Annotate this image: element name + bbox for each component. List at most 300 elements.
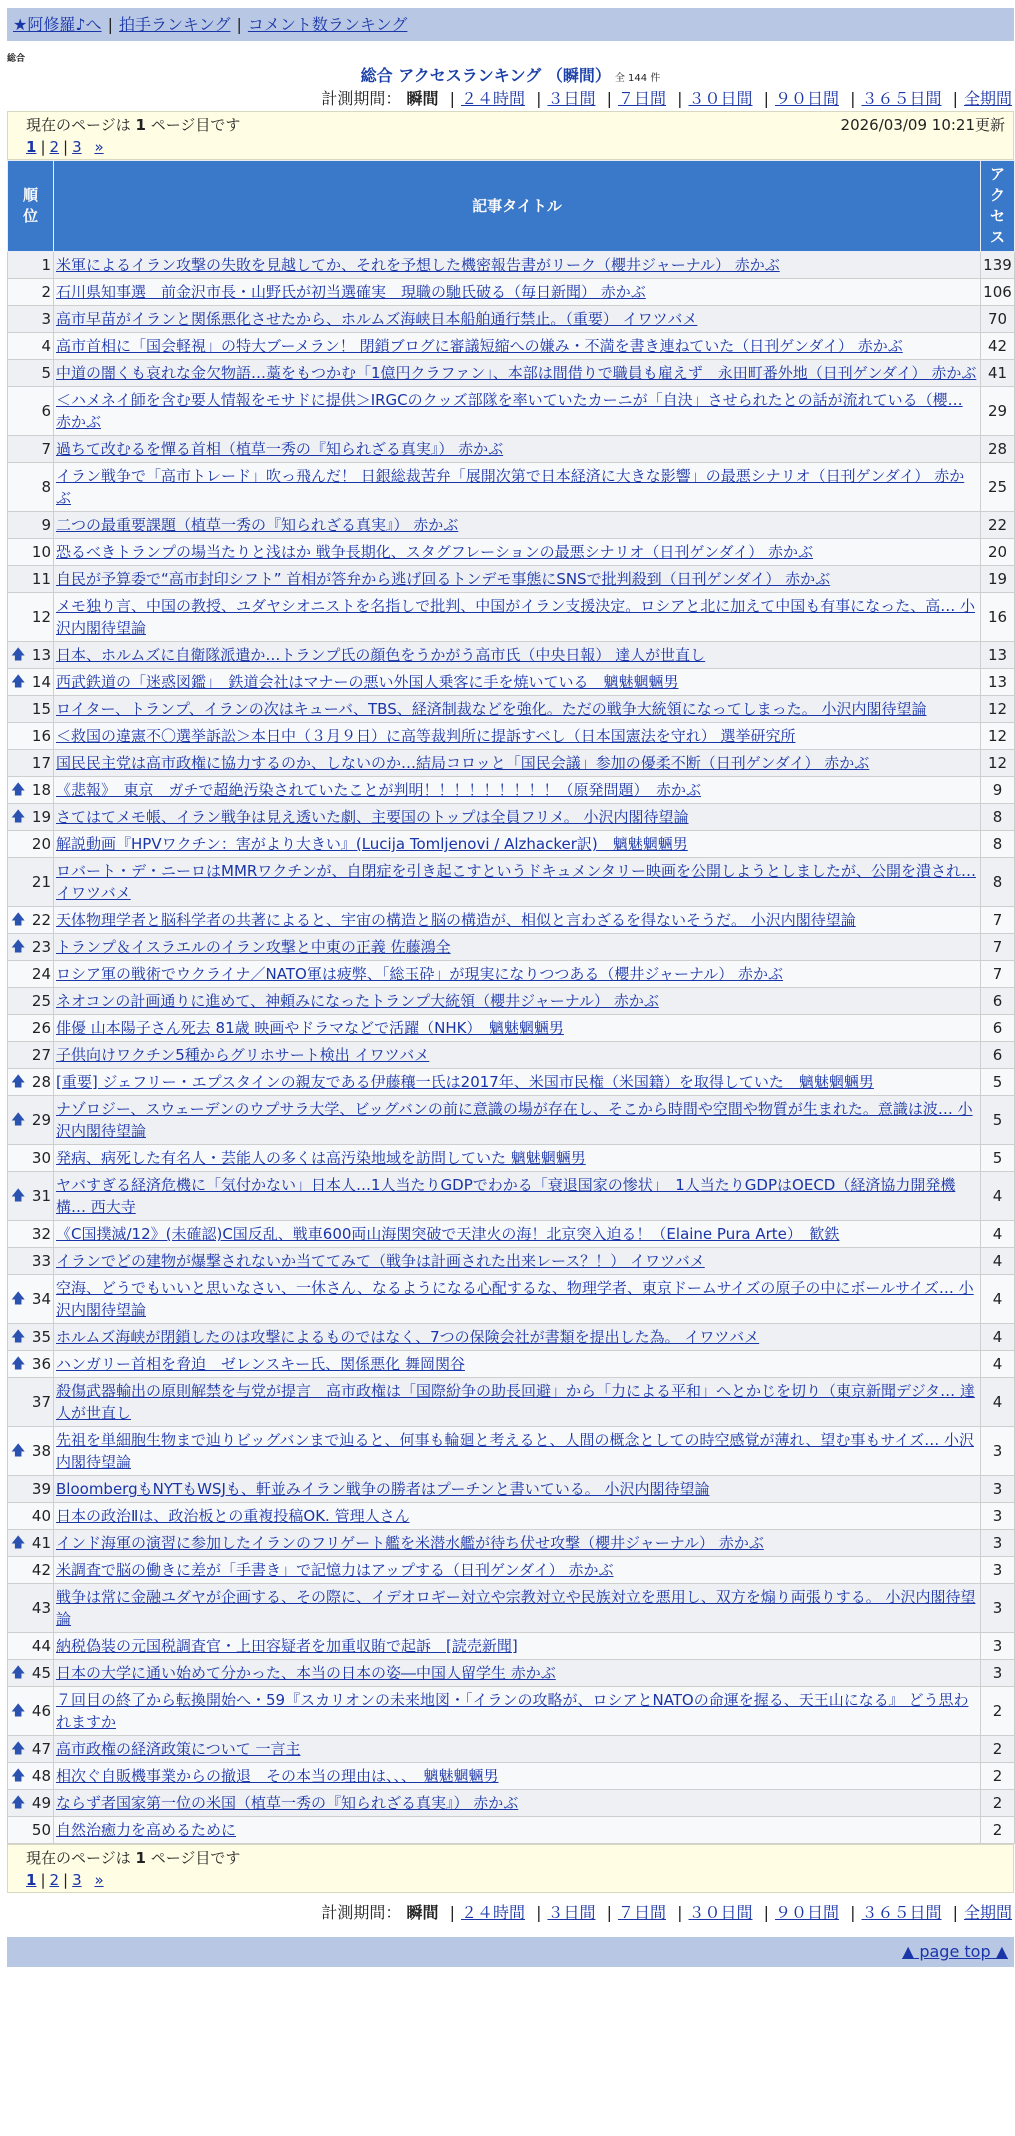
table-row [8, 1817, 1015, 1844]
table-row [8, 252, 1015, 279]
page-link-3[interactable]: 3 [72, 1871, 82, 1889]
article-title-link[interactable]: ロバート・デ・ニーロはMMRワクチンが、自閉症を引き起こすというドキュメンタリー映画を公開しようとしましたが、公開を潰され… イワツバメ [56, 862, 976, 902]
access-count: 22 [981, 512, 1015, 539]
title-cell [54, 1248, 981, 1275]
title-cell [54, 858, 981, 907]
article-title-link[interactable]: 戦争は常に金融ユダヤが企画する、その際に、イデオロギー対立や宗教対立や民族対立を悪用し、双方を煽り両張りする。 小沢内閣待望論 [56, 1588, 976, 1628]
rank-cell [8, 1736, 54, 1763]
title-cell [54, 1427, 981, 1476]
period-3d[interactable]: ３日間 [547, 1903, 596, 1922]
rank-number: 45 [31, 1664, 51, 1682]
article-title-link[interactable]: [重要] ジェフリー・エプスタインの親友である伊藤穰一氏は2017年、米国市民権（米国籍）を取得していた 魑魅魍魎男 [56, 1073, 874, 1091]
article-title-link[interactable]: ナゾロジー、スウェーデンのウプサラ大学、ビッグバンの前に意識の場が存在し、そこから時間や空間や物質が生まれた。意識は波… 小沢内閣待望論 [56, 1100, 973, 1140]
rank-number: 23 [31, 938, 51, 956]
table-row [8, 1172, 1015, 1221]
pager-top: 現在のページは 1 ページ目です 2026/03/09 10:21更新 1 | 2 | 3 » [7, 111, 1014, 160]
article-title-link[interactable]: 恐るべきトランプの場当たりと浅はか 戦争長期化、スタグフレーションの最悪シナリオ（日刊ゲンダイ） 赤かぶ [56, 543, 813, 561]
nav-separator: | [107, 15, 113, 34]
total-count: 全 144 件 [614, 73, 661, 84]
access-count: 13 [981, 642, 1015, 669]
access-count: 4 [981, 1275, 1015, 1324]
table-row [8, 961, 1015, 988]
access-count: 5 [981, 1096, 1015, 1145]
title-cell [54, 804, 981, 831]
access-count: 3 [981, 1427, 1015, 1476]
comment-ranking-link[interactable]: コメント数ランキング [247, 15, 408, 34]
title-cell [54, 1503, 981, 1530]
rank-number: 31 [31, 1187, 51, 1205]
article-title-link[interactable]: 米調査で脳の働きに差が「手書き」で記憶力はアップする（日刊ゲンダイ） 赤かぶ [56, 1561, 614, 1579]
article-title-link[interactable]: ヤバすぎる経済危機に「気付かない」日本人…1人当たりGDPでわかる「衰退国家の惨状」 1人当たりGDPはOECD（経済協力開発機構… 西大寺 [56, 1176, 956, 1216]
article-title-link[interactable]: メモ独り言、中国の教授、ユダヤシオニストを名指しで批判、中国がイラン支援決定。ロシアと北に加えて中国も有事になった、高… 小沢内閣待望論 [56, 597, 976, 637]
rank-number: 50 [31, 1821, 51, 1839]
table-row [8, 1660, 1015, 1687]
period-30d[interactable]: ３０日間 [688, 1903, 753, 1922]
rank-up-arrow-icon: 🡅 [11, 1074, 26, 1090]
rank-up-arrow-icon: 🡅 [11, 809, 26, 825]
title-cell [54, 1351, 981, 1378]
period-all[interactable]: 全期間 [963, 1903, 1012, 1922]
access-count: 8 [981, 804, 1015, 831]
rank-number: 5 [41, 364, 51, 382]
rank-cell [8, 436, 54, 463]
applause-ranking-link[interactable]: 拍手ランキング [118, 15, 231, 34]
article-title-link[interactable]: 俳優 山本陽子さん死去 81歳 映画やドラマなどで活躍（NHK） 魑魅魍魎男 [56, 1019, 564, 1037]
access-count: 3 [981, 1584, 1015, 1633]
top-nav [7, 8, 1014, 41]
rank-cell [8, 1378, 54, 1427]
table-row [8, 1557, 1015, 1584]
title-cell [54, 750, 981, 777]
footer-bar [7, 1937, 1014, 1967]
article-title-link[interactable]: イラン戦争で「高市トレード」吹っ飛んだ！ 日銀総裁苦弁「展開次第で日本経済に大きな影響」の最悪シナリオ（日刊ゲンダイ） 赤かぶ [56, 467, 965, 507]
access-count: 12 [981, 723, 1015, 750]
rank-cell [8, 1503, 54, 1530]
period-90d[interactable]: ９０日間 [774, 89, 839, 108]
access-count: 16 [981, 593, 1015, 642]
rank-number: 37 [31, 1393, 51, 1411]
table-row [8, 387, 1015, 436]
table-row [8, 1790, 1015, 1817]
access-count: 42 [981, 333, 1015, 360]
rank-number: 41 [31, 1534, 51, 1552]
title-cell [54, 306, 981, 333]
table-row [8, 934, 1015, 961]
rank-cell [8, 252, 54, 279]
period-label: 計測期間： [321, 89, 402, 108]
title-cell [54, 1042, 981, 1069]
rank-cell [8, 1069, 54, 1096]
title-cell [54, 831, 981, 858]
rank-number: 48 [31, 1767, 51, 1785]
page-status: 現在のページは 1 ページ目です [26, 116, 241, 134]
next-page-link[interactable]: » [94, 138, 104, 156]
access-count: 7 [981, 934, 1015, 961]
title-cell [54, 934, 981, 961]
rank-cell [8, 279, 54, 306]
article-title-link[interactable]: 《悲報》 東京 ガチで超絶汚染されていたことが判明！！！！！！！！！（原発問題） 赤かぶ [56, 781, 702, 799]
page-status: 現在のページは 1 ページ目です [26, 1849, 241, 1867]
rank-cell [8, 1476, 54, 1503]
article-title-link[interactable]: 解説動画『HPVワクチン：害がより大きい』(Lucija Tomljenovi / Alzhacker訳) 魑魅魍魎男 [56, 835, 688, 853]
table-row [8, 306, 1015, 333]
access-count: 4 [981, 1248, 1015, 1275]
rank-cell [8, 961, 54, 988]
period-selector: 計測期間： 瞬間 | ２４時間 | ３日間 | ７日間 | ３０日間 | ９０日間 | ３６５日間 | 全期間 [321, 89, 1012, 108]
rank-number: 16 [31, 727, 51, 745]
article-title-link[interactable]: 天体物理学者と脳科学者の共著によると、宇宙の構造と脳の構造が、相似と言わざるを得ないそうだ。 小沢内閣待望論 [56, 911, 856, 929]
table-row [8, 1763, 1015, 1790]
table-row [8, 333, 1015, 360]
rank-up-arrow-icon: 🡅 [11, 1356, 26, 1372]
rank-number: 3 [41, 310, 51, 328]
ranking-rows [8, 252, 1015, 1844]
rank-number: 20 [31, 835, 51, 853]
rank-number: 36 [31, 1355, 51, 1373]
rank-cell [8, 642, 54, 669]
col-rank-header: 順位 [8, 161, 54, 252]
title-cell [54, 1660, 981, 1687]
table-row [8, 1584, 1015, 1633]
nav-separator: | [236, 15, 242, 34]
title-cell [54, 1172, 981, 1221]
rank-number: 26 [31, 1019, 51, 1037]
rank-up-arrow-icon: 🡅 [11, 1291, 26, 1307]
rank-cell [8, 831, 54, 858]
rank-number: 38 [31, 1442, 51, 1460]
article-title-link[interactable]: ネオコンの計画通りに進めて、神頼みになったトランプ大統領（櫻井ジャーナル） 赤かぶ [56, 992, 659, 1010]
period-3d[interactable]: ３日間 [547, 89, 596, 108]
rank-up-arrow-icon: 🡅 [11, 1703, 26, 1719]
article-title-link[interactable]: 空海、どうでもいいと思いなさい、一休さん、なるようになる心配するな、物理学者、東京ドームサイズの原子の中にボールサイズ… 小沢内閣待望論 [56, 1279, 974, 1319]
rank-cell [8, 750, 54, 777]
title-cell [54, 1096, 981, 1145]
title-cell [54, 1763, 981, 1790]
article-title-link[interactable]: インド海軍の演習に参加したイランのフリゲート艦を米潜水艦が待ち伏せ攻撃（櫻井ジャーナル） 赤かぶ [56, 1534, 764, 1552]
article-title-link[interactable]: さてはてメモ帳、イラン戦争は見え透いた劇、主要国のトップは全員フリメ。 小沢内閣待望論 [56, 808, 689, 826]
col-title-header: 記事タイトル [54, 161, 981, 252]
table-row [8, 1324, 1015, 1351]
table-row [8, 1503, 1015, 1530]
access-count: 3 [981, 1633, 1015, 1660]
rank-cell [8, 858, 54, 907]
access-count: 20 [981, 539, 1015, 566]
article-title-link[interactable]: 高市政権の経済政策について 一言主 [56, 1740, 301, 1758]
table-row [8, 831, 1015, 858]
rank-cell [8, 1817, 54, 1844]
rank-cell [8, 1275, 54, 1324]
period-7d[interactable]: ７日間 [617, 1903, 666, 1922]
article-title-link[interactable]: イランでどの建物が爆撃されないか当ててみて（戦争は計画された出来レース？！） イワツバメ [56, 1252, 705, 1270]
period-30d[interactable]: ３０日間 [688, 89, 753, 108]
rank-cell [8, 1660, 54, 1687]
article-title-link[interactable]: 子供向けワクチン5種からグリホサート検出 イワツバメ [56, 1046, 430, 1064]
period-7d[interactable]: ７日間 [617, 89, 666, 108]
title-cell [54, 1790, 981, 1817]
rank-number: 11 [31, 570, 51, 588]
access-count: 2 [981, 1790, 1015, 1817]
access-count: 4 [981, 1221, 1015, 1248]
rank-number: 39 [31, 1480, 51, 1498]
rank-up-arrow-icon: 🡅 [11, 647, 26, 663]
rank-cell [8, 1687, 54, 1736]
rank-cell [8, 1633, 54, 1660]
article-title-link[interactable]: 中道の闇くも哀れな金欠物語…藁をもつかむ「1億円クラファン」、本部は間借りで職員も雇えず 永田町番外地（日刊ゲンダイ） 赤かぶ [56, 364, 977, 382]
table-row [8, 463, 1015, 512]
rank-up-arrow-icon: 🡅 [11, 1665, 26, 1681]
article-title-link[interactable]: ならず者国家第一位の米国（植草一秀の『知られざる真実』） 赤かぶ [56, 1794, 519, 1812]
title-cell [54, 566, 981, 593]
rank-cell [8, 934, 54, 961]
page-top-link[interactable]: ▲ page top ▲ [901, 1942, 1008, 1961]
article-title-link[interactable]: 殺傷武器輸出の原則解禁を与党が提言 高市政権は「国際紛争の助長回避」から「力による平和」へとかじを切り（東京新聞デジタ… 達人が世直し [56, 1382, 975, 1422]
rank-cell [8, 1790, 54, 1817]
table-row [8, 1427, 1015, 1476]
access-count: 7 [981, 907, 1015, 934]
period-90d[interactable]: ９０日間 [774, 1903, 839, 1922]
access-count: 2 [981, 1687, 1015, 1736]
title-cell [54, 279, 981, 306]
table-row [8, 1069, 1015, 1096]
rank-number: 9 [41, 516, 51, 534]
article-title-link[interactable]: ロシア軍の戦術でウクライナ／NATO軍は疲弊、「総玉砕」が現実になりつつある（櫻井ジャーナル） 赤かぶ [56, 965, 784, 983]
period-all[interactable]: 全期間 [963, 89, 1012, 108]
rank-cell [8, 1015, 54, 1042]
table-row [8, 1633, 1015, 1660]
article-title-link[interactable]: 日本、ホルムズに自衛隊派遣か…トランプ氏の顔色をうかがう高市氏（中央日報） 達人が世直し [56, 646, 706, 664]
title-cell [54, 696, 981, 723]
rank-number: 21 [31, 873, 51, 891]
title-cell [54, 512, 981, 539]
article-title-link[interactable]: 相次ぐ自販機事業からの撤退 その本当の理由は、、、 魑魅魍魎男 [56, 1767, 499, 1785]
table-row [8, 777, 1015, 804]
table-row [8, 512, 1015, 539]
access-count: 41 [981, 360, 1015, 387]
article-title-link[interactable]: 過ちて改むるを憚る首相（植草一秀の『知られざる真実』） 赤かぶ [56, 440, 504, 458]
title-cell [54, 1584, 981, 1633]
access-count: 13 [981, 669, 1015, 696]
access-count: 6 [981, 1015, 1015, 1042]
table-row [8, 593, 1015, 642]
article-title-link[interactable]: BloombergもNYTもWSJも、軒並みイラン戦争の勝者はプーチンと書いている。 小沢内閣待望論 [56, 1480, 710, 1498]
rank-cell [8, 1248, 54, 1275]
title-cell [54, 1275, 981, 1324]
table-row [8, 723, 1015, 750]
title-cell [54, 1378, 981, 1427]
access-count: 8 [981, 858, 1015, 907]
access-count: 29 [981, 387, 1015, 436]
title-cell [54, 252, 981, 279]
title-cell [54, 333, 981, 360]
rank-number: 1 [41, 256, 51, 274]
rank-cell [8, 1145, 54, 1172]
page-link-2[interactable]: 2 [49, 138, 60, 156]
access-count: 8 [981, 831, 1015, 858]
article-title-link[interactable]: ＜ハメネイ師を含む要人情報をモサドに提供＞IRGCのクッズ部隊を率いていたカーニが「自決」させられたとの話が流れている（櫻… 赤かぶ [56, 391, 963, 431]
rank-number: 42 [31, 1561, 51, 1579]
title-cell [54, 1736, 981, 1763]
article-title-link[interactable]: ハンガリー首相を脅迫 ゼレンスキー氏、関係悪化 舞岡関谷 [56, 1355, 465, 1373]
title-cell [54, 642, 981, 669]
article-title-link[interactable]: 発病、病死した有名人・芸能人の多くは高汚染地域を訪問していた 魑魅魍魎男 [56, 1149, 586, 1167]
access-count: 6 [981, 1042, 1015, 1069]
rank-number: 49 [31, 1794, 51, 1812]
title-cell [54, 387, 981, 436]
article-title-link[interactable]: 先祖を単細胞生物まで辿りビッグバンまで辿ると、何事も輪廻と考えると、人間の概念としての時空感覚が薄れ、望む事もサイズ… 小沢内閣待望論 [56, 1431, 974, 1471]
rank-number: 33 [31, 1252, 51, 1270]
rank-cell [8, 1324, 54, 1351]
period-365d[interactable]: ３６５日間 [861, 89, 942, 108]
next-page-link[interactable]: » [94, 1871, 104, 1889]
rank-number: 27 [31, 1046, 51, 1064]
article-title-link[interactable]: 西武鉄道の「迷惑図鑑」 鉄道会社はマナーの悪い外国人乗客に手を焼いている 魑魅魍魎男 [56, 673, 679, 691]
rank-number: 43 [31, 1599, 51, 1617]
table-row [8, 858, 1015, 907]
period-current: 瞬間 [406, 89, 439, 108]
rank-cell [8, 387, 54, 436]
article-title-link[interactable]: 二つの最重要課題（植草一秀の『知られざる真実』） 赤かぶ [56, 516, 459, 534]
rank-cell [8, 566, 54, 593]
access-count: 5 [981, 1145, 1015, 1172]
period-label: 計測期間： [321, 1903, 402, 1922]
table-row [8, 669, 1015, 696]
rank-up-arrow-icon: 🡅 [11, 1741, 26, 1757]
rank-cell [8, 333, 54, 360]
home-link[interactable]: ★阿修羅♪へ [13, 15, 102, 34]
access-count: 3 [981, 1557, 1015, 1584]
page-title [7, 65, 1014, 87]
rank-up-arrow-icon: 🡅 [11, 1535, 26, 1551]
rank-up-arrow-icon: 🡅 [11, 1443, 26, 1459]
rank-cell [8, 1042, 54, 1069]
table-row [8, 988, 1015, 1015]
title-cell [54, 1324, 981, 1351]
article-title-link[interactable]: ロイター、トランプ、イランの次はキューバ、TBS、経済制裁などを強化。ただの戦争大統領になってしまった。 小沢内閣待望論 [56, 700, 927, 718]
rank-up-arrow-icon: 🡅 [11, 1329, 26, 1345]
article-title-link[interactable]: 高市首相に「国会軽視」の特大ブーメラン！ 閉鎖ブログに審議短縮への嫌み・不満を書き連ねていた（日刊ゲンダイ） 赤かぶ [56, 337, 903, 355]
title-cell [54, 1633, 981, 1660]
table-row [8, 804, 1015, 831]
title-cell [54, 360, 981, 387]
table-row [8, 750, 1015, 777]
ranking-title: 総合 アクセスランキング （瞬間） [360, 66, 611, 85]
rank-number: 8 [41, 478, 51, 496]
access-count: 3 [981, 1503, 1015, 1530]
title-cell [54, 669, 981, 696]
article-title-link[interactable]: 石川県知事選 前金沢市長・山野氏が初当選確実 現職の馳氏破る（毎日新聞） 赤かぶ [56, 283, 646, 301]
rank-number: 22 [31, 911, 51, 929]
rank-number: 34 [31, 1290, 51, 1308]
table-row [8, 279, 1015, 306]
updated-timestamp: 2026/03/09 10:21更新 [840, 116, 1005, 134]
article-title-link[interactable]: 《C国撲滅/12》(未確認)C国反乱、戦車600両山海関突破で天津火の海！北京突入迫る！（Elaine Pura Arte） 歓鉄 [56, 1225, 840, 1243]
article-title-link[interactable]: 日本の政治Ⅱは、政治板との重複投稿OK. 管理人さん [56, 1507, 410, 1525]
rank-cell [8, 907, 54, 934]
article-title-link[interactable]: 米軍によるイラン攻撃の失敗を見越してか、それを予想した機密報告書がリーク（櫻井ジャーナル） 赤かぶ [56, 256, 780, 274]
table-row [8, 1736, 1015, 1763]
table-row [8, 1221, 1015, 1248]
rank-number: 47 [31, 1740, 51, 1758]
rank-cell [8, 1172, 54, 1221]
rank-number: 7 [41, 440, 51, 458]
rank-cell [8, 593, 54, 642]
period-24h[interactable]: ２４時間 [460, 89, 525, 108]
article-title-link[interactable]: 自然治癒力を高めるために [56, 1821, 237, 1839]
rank-number: 30 [31, 1149, 51, 1167]
access-count: 139 [981, 252, 1015, 279]
rank-number: 12 [31, 608, 51, 626]
table-row [8, 642, 1015, 669]
access-count: 4 [981, 1324, 1015, 1351]
article-title-link[interactable]: 自民が予算委で“高市封印シフト” 首相が答弁から逃げ回るトンデモ事態にSNSで批判殺到（日刊ゲンダイ） 赤かぶ [56, 570, 831, 588]
title-cell [54, 988, 981, 1015]
title-cell [54, 436, 981, 463]
rank-cell [8, 1530, 54, 1557]
rank-number: 40 [31, 1507, 51, 1525]
table-row [8, 1378, 1015, 1427]
title-cell [54, 593, 981, 642]
rank-up-arrow-icon: 🡅 [11, 1188, 26, 1204]
article-title-link[interactable]: 国民民主党は高市政権に協力するのか、しないのか…結局コロッと「国民会議」参加の優柔不断（日刊ゲンダイ） 赤かぶ [56, 754, 870, 772]
article-title-link[interactable]: 高市早苗がイランと関係悪化させたから、ホルムズ海峡日本船舶通行禁止。（重要） イワツバメ [56, 310, 698, 328]
rank-cell [8, 539, 54, 566]
title-cell [54, 1817, 981, 1844]
page [7, 8, 1014, 1967]
title-cell [54, 1069, 981, 1096]
rank-number: 13 [31, 646, 51, 664]
rank-number: 10 [31, 543, 51, 561]
rank-cell [8, 804, 54, 831]
table-row [8, 907, 1015, 934]
period-365d[interactable]: ３６５日間 [861, 1903, 942, 1922]
access-count: 12 [981, 750, 1015, 777]
article-title-link[interactable]: トランプ＆イスラエルのイラン攻撃と中東の正義 佐藤鴻全 [56, 938, 451, 956]
title-cell [54, 1530, 981, 1557]
article-title-link[interactable]: 日本の大学に通い始めて分かった、本当の日本の姿―中国人留学生 赤かぶ [56, 1664, 556, 1682]
category-label: 総合 [7, 54, 26, 64]
access-count: 3 [981, 1530, 1015, 1557]
rank-number: 18 [31, 781, 51, 799]
table-row [8, 1476, 1015, 1503]
table-row [8, 1351, 1015, 1378]
rank-number: 35 [31, 1328, 51, 1346]
access-count: 28 [981, 436, 1015, 463]
rank-cell [8, 669, 54, 696]
access-count: 3 [981, 1476, 1015, 1503]
rank-cell [8, 1096, 54, 1145]
page-link-3[interactable]: 3 [72, 138, 82, 156]
access-count: 12 [981, 696, 1015, 723]
rank-up-arrow-icon: 🡅 [11, 939, 26, 955]
rank-number: 2 [41, 283, 51, 301]
rank-cell [8, 463, 54, 512]
article-title-link[interactable]: ＜救国の違憲不〇選挙訴訟＞本日中（３月９日）に高等裁判所に提訴すべし（日本国憲法を守れ） 選挙研究所 [56, 727, 796, 745]
access-count: 19 [981, 566, 1015, 593]
article-title-link[interactable]: ７回目の終了から転換開始へ・59『スカリオンの未来地図・「イランの攻略が、ロシアとNATOの命運を握る、天王山になる』 どう思われますか [56, 1691, 969, 1731]
title-cell [54, 1145, 981, 1172]
rank-number: 6 [41, 402, 51, 420]
title-cell [54, 723, 981, 750]
article-title-link[interactable]: 納税偽装の元国税調査官・上田容疑者を加重収賄で起訴 [読売新聞] [56, 1637, 518, 1655]
rank-cell [8, 777, 54, 804]
access-count: 25 [981, 463, 1015, 512]
table-row [8, 1145, 1015, 1172]
page-link-2[interactable]: 2 [49, 1871, 60, 1889]
period-24h[interactable]: ２４時間 [460, 1903, 525, 1922]
rank-up-arrow-icon: 🡅 [11, 1112, 26, 1128]
article-title-link[interactable]: ホルムズ海峡が閉鎖したのは攻撃によるものではなく、7つの保険会社が書類を提出した為。 イワツバメ [56, 1328, 760, 1346]
table-row [8, 696, 1015, 723]
